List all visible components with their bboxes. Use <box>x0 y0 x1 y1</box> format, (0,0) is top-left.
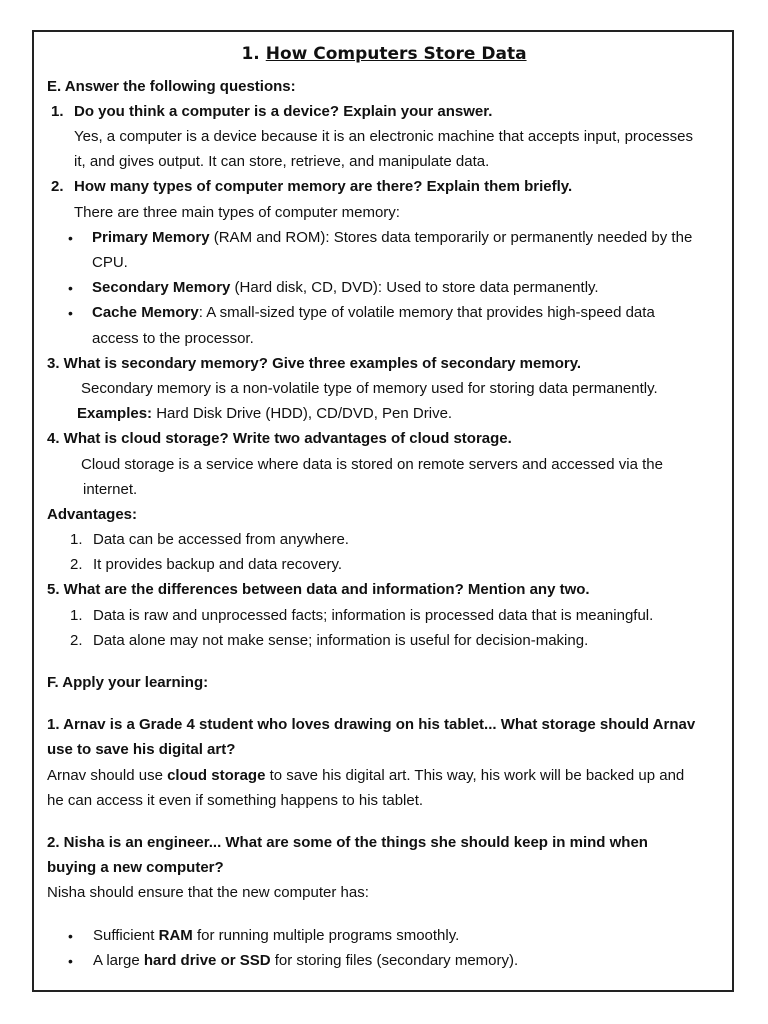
difference-2: Data alone may not make sense; information is useful for decision-making. <box>93 632 589 649</box>
q2-question: How many types of computer memory are there? Explain them briefly. <box>74 178 573 195</box>
q4-answer-line1: Cloud storage is a service where data is stored on remote servers and accessed via the <box>81 456 663 473</box>
bullet-icon: • <box>68 305 73 321</box>
advantage-2-number: 2. <box>70 556 83 573</box>
q5-question: 5. What are the differences between data and information? Mention any two. <box>47 581 590 598</box>
bullet-icon: • <box>68 928 73 944</box>
bullet-icon: • <box>68 953 73 969</box>
f-q1-line2: use to save his digital art? <box>47 741 236 758</box>
q3-answer: Secondary memory is a non-volatile type of memory used for storing data permanently. <box>81 380 658 397</box>
memory-cache: Cache Memory: A small-sized type of volatile memory that provides high-speed data <box>92 304 655 321</box>
difference-1: Data is raw and unprocessed facts; information is processed data that is meaningful. <box>93 607 654 624</box>
q3-question: 3. What is secondary memory? Give three examples of secondary memory. <box>47 355 582 372</box>
q1-answer-line2: it, and gives output. It can store, retrieve, and manipulate data. <box>74 153 490 170</box>
difference-1-number: 1. <box>70 607 83 624</box>
advantages-label: Advantages: <box>47 506 138 523</box>
f-q1-answer-line1: Arnav should use cloud storage to save his digital art. This way, his work will be backed up and <box>47 767 685 784</box>
f-q2-line2: buying a new computer? <box>47 859 224 876</box>
advantage-2: It provides backup and data recovery. <box>93 556 343 573</box>
difference-2-number: 2. <box>70 632 83 649</box>
bullet-icon: • <box>68 280 73 296</box>
f-q1-line1: 1. Arnav is a Grade 4 student who loves drawing on his tablet... What storage should Arnav <box>47 716 696 733</box>
requirement-storage: A large hard drive or SSD for storing files (secondary memory). <box>93 952 519 969</box>
memory-secondary: Secondary Memory (Hard disk, CD, DVD): Used to store data permanently. <box>92 279 599 296</box>
q1-number: 1. <box>51 103 64 120</box>
section-e-heading: E. Answer the following questions: <box>47 78 296 95</box>
q1-answer-line1: Yes, a computer is a device because it is an electronic machine that accepts input, processes <box>74 128 693 145</box>
f-q2-line1: 2. Nisha is an engineer... What are some of the things she should keep in mind when <box>47 834 648 851</box>
f-q1-answer-line2: he can access it even if something happens to his tablet. <box>47 792 424 809</box>
requirement-ram: Sufficient RAM for running multiple programs smoothly. <box>93 927 460 944</box>
q2-intro: There are three main types of computer memory: <box>74 204 400 221</box>
q4-answer-line2: internet. <box>83 481 138 498</box>
page-title: 1. How Computers Store Data <box>241 44 527 64</box>
q1-question: Do you think a computer is a device? Explain your answer. <box>74 103 493 120</box>
q3-examples: Examples: Hard Disk Drive (HDD), CD/DVD, Pen Drive. <box>77 405 453 422</box>
q4-question: 4. What is cloud storage? Write two advantages of cloud storage. <box>47 430 512 447</box>
bullet-icon: • <box>68 230 73 246</box>
f-q2-intro: Nisha should ensure that the new computer has: <box>47 884 369 901</box>
q2-number: 2. <box>51 178 64 195</box>
section-f-heading: F. Apply your learning: <box>47 674 209 691</box>
memory-cache-cont: access to the processor. <box>92 330 254 347</box>
advantage-1: Data can be accessed from anywhere. <box>93 531 349 548</box>
memory-primary: Primary Memory (RAM and ROM): Stores data temporarily or permanently needed by the <box>92 229 693 246</box>
memory-primary-cont: CPU. <box>92 254 128 271</box>
advantage-1-number: 1. <box>70 531 83 548</box>
